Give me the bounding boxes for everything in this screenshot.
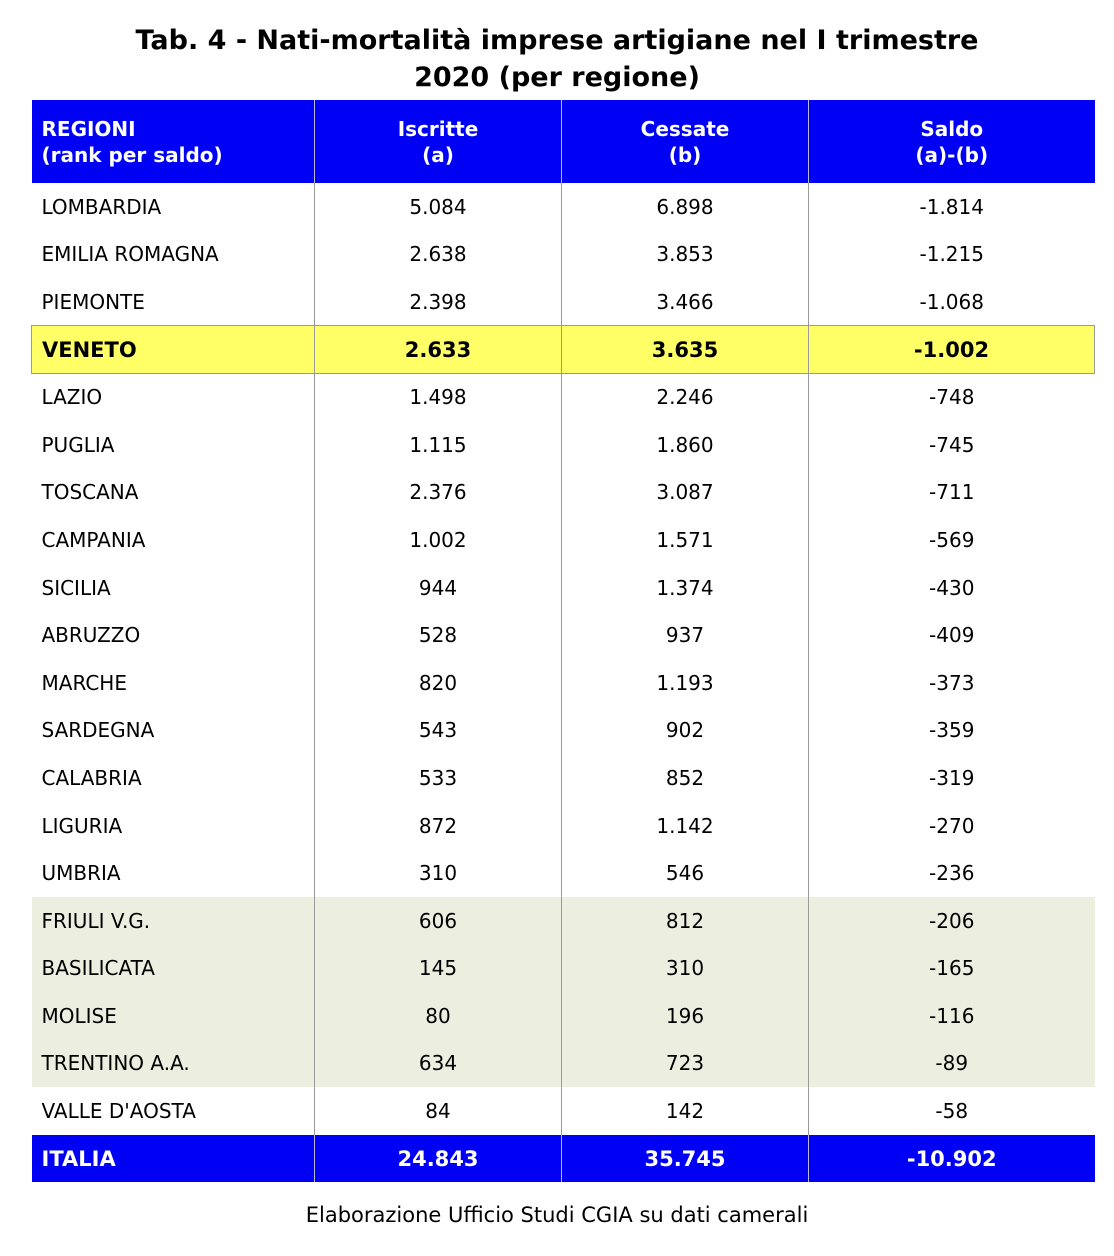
- column-header-cessate: [562, 100, 809, 183]
- column-header-iscritte: [315, 100, 562, 183]
- iscritte-cell: 310: [315, 849, 562, 897]
- saldo-cell: -745: [929, 432, 975, 457]
- iscritte-cell: 872: [315, 802, 562, 850]
- table-row: [32, 373, 1095, 421]
- saldo-cell: -1.814: [919, 194, 984, 219]
- column-header-regioni: [32, 100, 315, 183]
- table-row: [32, 849, 1095, 897]
- iscritte-cell: 533: [315, 754, 562, 802]
- table-row: [32, 754, 1095, 802]
- iscritte-cell: 528: [315, 611, 562, 659]
- cessate-cell: 812: [562, 897, 809, 945]
- iscritte-cell: 2.633: [315, 326, 562, 374]
- saldo-cell: -359: [929, 718, 975, 743]
- region-cell: UMBRIA: [32, 849, 315, 897]
- cessate-cell: 3.087: [562, 469, 809, 517]
- iscritte-cell: 634: [315, 1040, 562, 1088]
- saldo-cell: -89: [809, 1040, 1095, 1088]
- saldo-cell: -206: [809, 897, 1095, 945]
- table-row: [32, 183, 1095, 231]
- column-header-cessate-label: Cessate: [640, 116, 730, 141]
- column-header-saldo-sublabel: (a)-(b): [915, 142, 989, 167]
- saldo-cell: -165: [809, 945, 1095, 993]
- table-row: [32, 516, 1095, 564]
- table-row: [32, 421, 1095, 469]
- cessate-cell: 1.142: [562, 802, 809, 850]
- saldo-cell: -58: [935, 1099, 969, 1124]
- table-row: [32, 1087, 1095, 1135]
- cessate-cell: 546: [562, 849, 809, 897]
- region-cell: MARCHE: [32, 659, 315, 707]
- cessate-cell: 310: [562, 945, 809, 993]
- saldo-cell: -1.068: [919, 289, 984, 314]
- iscritte-cell: 145: [315, 945, 562, 993]
- cessate-cell: 6.898: [562, 183, 809, 231]
- iscritte-cell: 606: [315, 897, 562, 945]
- saldo-cell: -236: [929, 861, 975, 886]
- cessate-cell: 1.571: [562, 516, 809, 564]
- saldo-cell: -270: [929, 813, 975, 838]
- total-row: [32, 1135, 1095, 1183]
- region-cell: ABRUZZO: [32, 611, 315, 659]
- total-iscritte-cell: 24.843: [315, 1135, 562, 1183]
- iscritte-cell: 2.638: [315, 231, 562, 279]
- region-cell: SICILIA: [32, 564, 315, 612]
- cessate-cell: 723: [562, 1040, 809, 1088]
- cessate-cell: 3.635: [562, 326, 809, 374]
- column-header-iscritte-sublabel: (a): [422, 142, 454, 167]
- region-cell: TOSCANA: [32, 469, 315, 517]
- cessate-cell: 902: [562, 707, 809, 755]
- table-row: [32, 278, 1095, 326]
- cessate-cell: 196: [562, 992, 809, 1040]
- region-cell: LAZIO: [32, 373, 315, 421]
- table-row: [32, 231, 1095, 279]
- region-cell: PUGLIA: [32, 421, 315, 469]
- cessate-cell: 142: [562, 1087, 809, 1135]
- region-cell: BASILICATA: [32, 945, 315, 993]
- region-cell: LIGURIA: [32, 802, 315, 850]
- cessate-cell: 937: [562, 611, 809, 659]
- saldo-cell: -116: [809, 992, 1095, 1040]
- cessate-cell: 1.193: [562, 659, 809, 707]
- iscritte-cell: 820: [315, 659, 562, 707]
- column-header-regioni-label: REGIONI: [41, 116, 136, 141]
- region-cell: VALLE D'AOSTA: [32, 1087, 315, 1135]
- cessate-cell: 1.374: [562, 564, 809, 612]
- table-row: [32, 945, 1095, 993]
- region-cell: FRIULI V.G.: [32, 897, 315, 945]
- table-title-line-1: Tab. 4 - Nati-mortalità imprese artigiane nel I trimestre: [135, 25, 979, 56]
- cessate-cell: 1.860: [562, 421, 809, 469]
- iscritte-cell: 80: [315, 992, 562, 1040]
- saldo-cell: -748: [929, 385, 975, 410]
- region-cell: VENETO: [32, 326, 315, 374]
- total-cessate-cell: 35.745: [562, 1135, 809, 1183]
- region-cell: CALABRIA: [32, 754, 315, 802]
- saldo-cell: -409: [929, 623, 975, 648]
- table-row: [32, 802, 1095, 850]
- iscritte-cell: 1.002: [315, 516, 562, 564]
- table-row: [32, 611, 1095, 659]
- iscritte-cell: 2.398: [315, 278, 562, 326]
- column-header-regioni-sublabel: (rank per saldo): [41, 142, 223, 167]
- table-title-line-2: 2020 (per regione): [414, 62, 700, 93]
- table-row: [32, 707, 1095, 755]
- table-header-row: [32, 100, 1095, 183]
- region-cell: SARDEGNA: [32, 707, 315, 755]
- column-header-cessate-sublabel: (b): [668, 142, 702, 167]
- iscritte-cell: 84: [315, 1087, 562, 1135]
- cessate-cell: 2.246: [562, 373, 809, 421]
- table-row: [32, 469, 1095, 517]
- cessate-cell: 3.853: [562, 231, 809, 279]
- saldo-cell: -319: [929, 765, 975, 790]
- region-cell: CAMPANIA: [32, 516, 315, 564]
- source-footnote: Elaborazione Ufficio Studi CGIA su dati camerali: [305, 1203, 809, 1227]
- cessate-cell: 3.466: [562, 278, 809, 326]
- column-header-iscritte-label: Iscritte: [397, 116, 479, 141]
- cessate-cell: 852: [562, 754, 809, 802]
- table-row: [32, 564, 1095, 612]
- saldo-cell: -711: [929, 480, 975, 505]
- total-saldo-cell: -10.902: [809, 1135, 1095, 1183]
- table-row: [32, 897, 1095, 945]
- table-row: [32, 992, 1095, 1040]
- region-cell: MOLISE: [32, 992, 315, 1040]
- table-row: [32, 326, 1095, 374]
- region-cell: EMILIA ROMAGNA: [32, 231, 315, 279]
- region-cell: TRENTINO A.A.: [32, 1040, 315, 1088]
- saldo-cell: -1.002: [809, 326, 1095, 374]
- saldo-cell: -373: [929, 670, 975, 695]
- table-row: [32, 659, 1095, 707]
- saldo-cell: -430: [929, 575, 975, 600]
- region-cell: LOMBARDIA: [32, 183, 315, 231]
- iscritte-cell: 543: [315, 707, 562, 755]
- table-title: [0, 22, 1114, 96]
- saldo-cell: -1.215: [919, 242, 984, 267]
- saldo-cell: -569: [929, 527, 975, 552]
- iscritte-cell: 1.115: [315, 421, 562, 469]
- column-header-saldo-label: Saldo: [920, 116, 984, 141]
- total-region-cell: ITALIA: [32, 1135, 315, 1183]
- region-cell: PIEMONTE: [32, 278, 315, 326]
- iscritte-cell: 944: [315, 564, 562, 612]
- column-header-saldo: [809, 100, 1095, 183]
- iscritte-cell: 1.498: [315, 373, 562, 421]
- regional-statistics-table: [31, 100, 1095, 1182]
- table-row: [32, 1040, 1095, 1088]
- iscritte-cell: 5.084: [315, 183, 562, 231]
- iscritte-cell: 2.376: [315, 469, 562, 517]
- table-body: [32, 183, 1095, 1182]
